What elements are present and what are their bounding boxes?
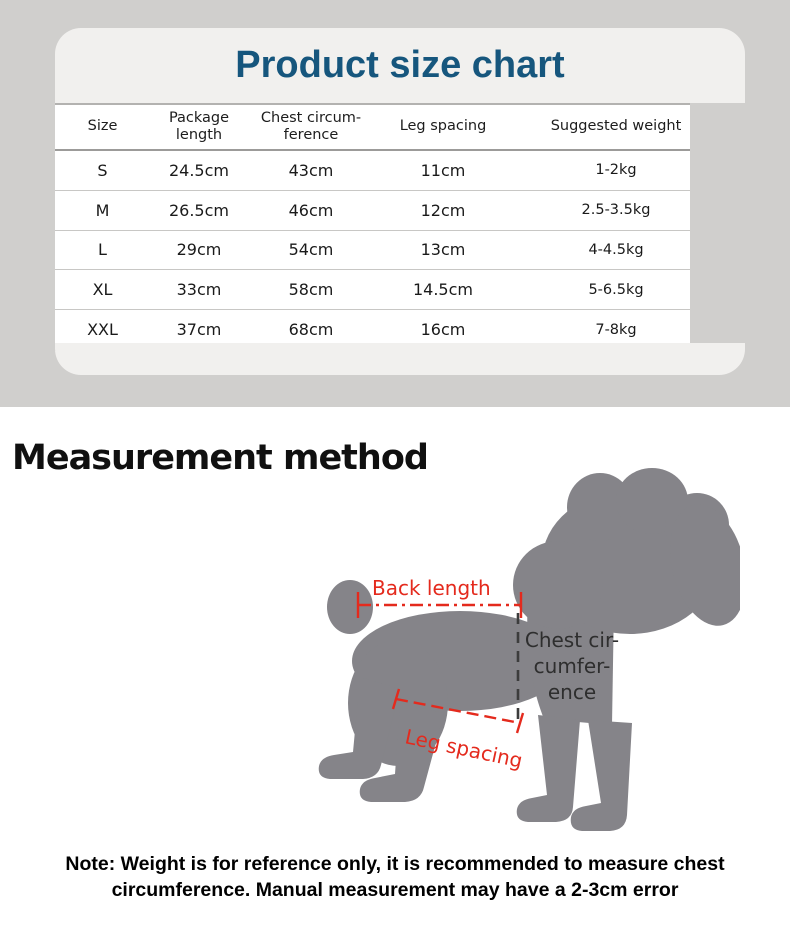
back-length-label: Back length (372, 576, 491, 600)
table-row (55, 270, 690, 310)
header-line: Leg spacing (399, 118, 487, 135)
cell-leg-spacing: 11cm (420, 160, 466, 180)
cell-leg-spacing: 12cm (420, 200, 466, 220)
cell-weight: 5-6.5kg (588, 281, 644, 298)
table-row (55, 231, 690, 271)
cell-size: S (97, 160, 108, 180)
header-cell-weight (512, 118, 690, 135)
cell-weight: 1-2kg (595, 162, 637, 179)
cell-leg-spacing: 14.5cm (412, 280, 473, 300)
header-line: length (175, 127, 223, 143)
header-cell-size (55, 118, 150, 135)
dog-muzzle (513, 541, 603, 629)
cell-leg-spacing: 16cm (420, 320, 466, 340)
header-cell-package-length (150, 110, 248, 144)
header-line: Size (87, 118, 118, 135)
header-cell-chest (248, 110, 374, 144)
cell-package-length: 33cm (176, 280, 222, 300)
chart-title: Product size chart (235, 44, 565, 86)
cell-size: XXL (87, 320, 118, 340)
cell-package-length: 37cm (176, 320, 222, 340)
measurement-diagram (300, 465, 740, 845)
cell-leg-spacing: 13cm (420, 240, 466, 260)
chest-label-line: cumfer- (533, 654, 611, 678)
header-cell-leg-spacing (374, 118, 512, 135)
cell-weight: 7-8kg (595, 321, 637, 338)
chest-label-line: Chest cir- (524, 628, 620, 652)
cell-chest: 46cm (288, 200, 334, 220)
chest-label-line: ence (547, 680, 597, 704)
cell-size: M (95, 200, 110, 220)
table-row (55, 151, 690, 191)
header-line: Package (168, 109, 230, 126)
table-row (55, 191, 690, 231)
cell-weight: 2.5-3.5kg (581, 202, 651, 219)
note-text (0, 851, 790, 903)
dog-tail (327, 580, 373, 634)
cell-chest: 58cm (288, 280, 334, 300)
cell-size: XL (92, 280, 113, 300)
leg-spacing-label: Leg spacing (402, 724, 525, 773)
header-line: ference (283, 127, 339, 143)
note-line: Note: Weight is for reference only, it is recommended to measure chest (65, 853, 725, 875)
table-header-row (55, 105, 690, 151)
card-footer (55, 343, 745, 375)
cell-chest: 54cm (288, 240, 334, 260)
header-line: Chest circum- (260, 109, 362, 126)
size-table (55, 103, 690, 351)
dog-front-leg-rear (517, 715, 580, 822)
cell-package-length: 26.5cm (168, 200, 229, 220)
header-line: Suggested weight (550, 118, 682, 135)
note-line: circumference. Manual measurement may have a 2-3cm error (111, 879, 679, 901)
cell-weight: 4-4.5kg (588, 241, 644, 258)
cell-chest: 68cm (288, 320, 334, 340)
measurement-heading: Measurement method (12, 438, 428, 478)
dog-front-leg-front (571, 720, 632, 831)
size-chart-section (0, 0, 790, 407)
cell-package-length: 29cm (176, 240, 222, 260)
cell-package-length: 24.5cm (168, 160, 229, 180)
chart-title-block (55, 28, 745, 103)
cell-size: L (98, 240, 107, 260)
cell-chest: 43cm (288, 160, 334, 180)
